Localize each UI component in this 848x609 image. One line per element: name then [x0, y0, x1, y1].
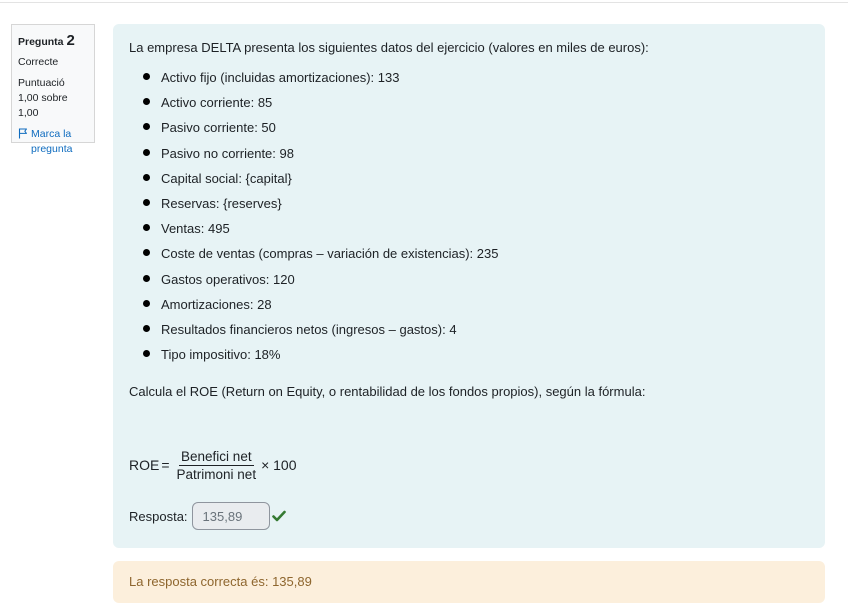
answer-label: Resposta:: [129, 508, 188, 524]
formula-lhs: ROE: [129, 457, 160, 473]
correct-answer-feedback: [113, 561, 825, 603]
list-item: Ventas: 495: [129, 221, 809, 246]
flag-question-label: Marca la pregunta: [31, 128, 73, 155]
question-instruction: Calcula el ROE (Return on Equity, o rentabilidad de los fondos propios), según la fórmula:: [129, 384, 646, 400]
question-content: [113, 24, 825, 548]
formula-numerator: Benefici net: [181, 448, 252, 464]
flag-icon: [18, 128, 28, 158]
check-icon: [272, 509, 286, 523]
list-item: Tipo impositivo: 18%: [129, 347, 809, 372]
question-info-panel: [11, 24, 95, 155]
list-item: Coste de ventas (compras – variación de existencias): 235: [129, 246, 809, 271]
list-item: Activo corriente: 85: [129, 95, 809, 120]
list-item: Pasivo corriente: 50: [129, 120, 809, 145]
question-title: [18, 32, 88, 49]
question-intro: La empresa DELTA presenta los siguientes datos del ejercicio (valores en miles de euros):: [129, 40, 649, 55]
formula-denominator: Patrimoni net: [176, 466, 257, 482]
list-item: Pasivo no corriente: 98: [129, 146, 809, 171]
list-item: Gastos operativos: 120: [129, 272, 809, 297]
question-number: 2: [66, 32, 75, 49]
feedback-text: La resposta correcta és: 135,89: [129, 574, 312, 589]
question-state: Correcte: [18, 56, 59, 68]
flag-question-link[interactable]: [18, 127, 88, 157]
data-list: [129, 70, 809, 372]
question-grade: Puntuació 1,00 sobre 1,00: [18, 77, 68, 119]
list-item: Resultados financieros netos (ingresos – gastos): 4: [129, 322, 809, 347]
list-item: Capital social: {capital}: [129, 171, 809, 196]
formula-fraction: [175, 449, 259, 482]
formula-multiplier: × 100: [261, 457, 297, 473]
list-item: Amortizaciones: 28: [129, 297, 809, 322]
top-divider: [0, 2, 848, 3]
formula-equals: =: [161, 457, 170, 473]
list-item: Activo fijo (incluidas amortizaciones): 133: [129, 70, 809, 95]
answer-row: [129, 502, 286, 530]
answer-input[interactable]: [192, 502, 270, 530]
list-item: Reservas: {reserves}: [129, 196, 809, 221]
question-label: Pregunta: [18, 36, 64, 48]
roe-formula: [129, 445, 297, 485]
